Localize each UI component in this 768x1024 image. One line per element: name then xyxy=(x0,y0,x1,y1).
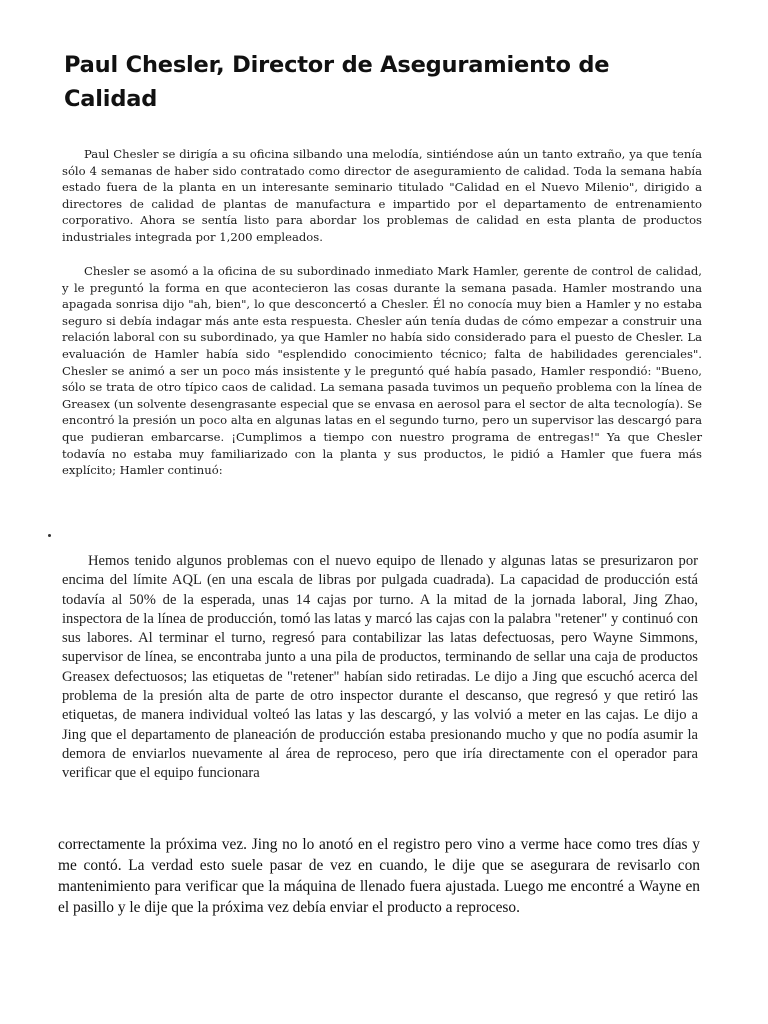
paragraph-continuation: correctamente la próxima vez. Jing no lo anotó en el registro pero vino a verme hace como tres días y me contó. La verdad esto suele pasar de vez en cuando, le dije que se asegurara de revisarlo con mantenimiento para verificar que la máquina de llenado fuera ajustada. Luego me encontré a Wayne en el pasillo y le dije que la próxima vez debía enviar el producto a reproceso. xyxy=(58,836,700,916)
paragraph-hamler-account: Hemos tenido algunos problemas con el nuevo equipo de llenado y algunas latas se presurizaron por encima del límite AQL (en una escala de libras por pulgada cuadrada). La capacidad de producción está todavía al 50% de la esperada, unas 14 cajas por turno. A la mitad de la jornada laboral, Jing Zhao, inspectora de la línea de producción, tomó las latas y marcó las cajas con la palabra "retener" y continuó con sus labores. Al terminar el turno, regresó para contabilizar las latas defectuosas, pero Wayne Simmons, supervisor de línea, se encontraba junto a una pila de productos, terminando de sellar una caja de productos Greasex defectuosos; las etiquetas de "retener" habían sido retiradas. Le dijo a Jing que escuchó acerca del problema de la presión alta de parte de otro inspector durante el descanso, que regresó y que retiró las etiquetas, de manera individual volteó las latas y las descargó, y las volvió a meter en las cajas. Le dijo a Jing que el departamento de planeación de producción estaba presionando mucho y que no podía asumir la demora de enviarlos nuevamente al área de reproceso, pero que iría directamente con el operador para verificar que el equipo funcionara xyxy=(62,553,698,782)
paragraph-hamler-conversation: Chesler se asomó a la oficina de su subordinado inmediato Mark Hamler, gerente de control de calidad, y le preguntó la forma en que acontecieron las cosas durante la semana pasada. Hamler mostrando una apagada sonrisa dijo "ah, bien", lo que desconcertó a Chesler. Él no conocía muy bien a Hamler y no estaba seguro si debía indagar más ante esta respuesta. Chesler aún tenía dudas de cómo empezar a construir una relación laboral con su subordinado, ya que Hamler no había sido considerado para el puesto de Chesler. La evaluación de Hamler había sido "esplendido conocimiento técnico; falta de habilidades gerenciales". Chesler se animó a ser un poco más insistente y le preguntó qué había pasado, Hamler respondió: "Bueno, sólo se trata de otro típico caos de calidad. La semana pasada tuvimos un pequeño problema con la línea de Greasex (un solvente desengrasante especial que se envasa en aerosol para el sector de alta tecnología). Se encontró la presión un poco alta en algunas latas en el segundo turno, pero un supervisor las descargó para que pudieran embarcarse. ¡Cumplimos a tiempo con nuestro programa de entregas!" Ya que Chesler todavía no estaba muy familiarizado con la planta y sus productos, le pidió a Hamler que fuera más explícito; Hamler continuó: xyxy=(62,264,702,478)
document-title: Paul Chesler, Director de Aseguramiento de Calidad xyxy=(64,52,610,112)
stray-dot-mark xyxy=(48,534,51,537)
paragraph-intro: Paul Chesler se dirigía a su oficina silbando una melodía, sintiéndose aún un tanto extraño, ya que tenía sólo 4 semanas de haber sido contratado como director de aseguramiento de calidad. Toda la semana había estado fuera de la planta en un interesante seminario titulado "Calidad en el Nuevo Milenio", dirigido a directores de calidad de plantas de manufactura e impartido por el departamento de entrenamiento corporativo. Ahora se sentía listo para abordar los problemas de calidad en esta planta de productos industriales integrada por 1,200 empleados. xyxy=(62,147,702,244)
